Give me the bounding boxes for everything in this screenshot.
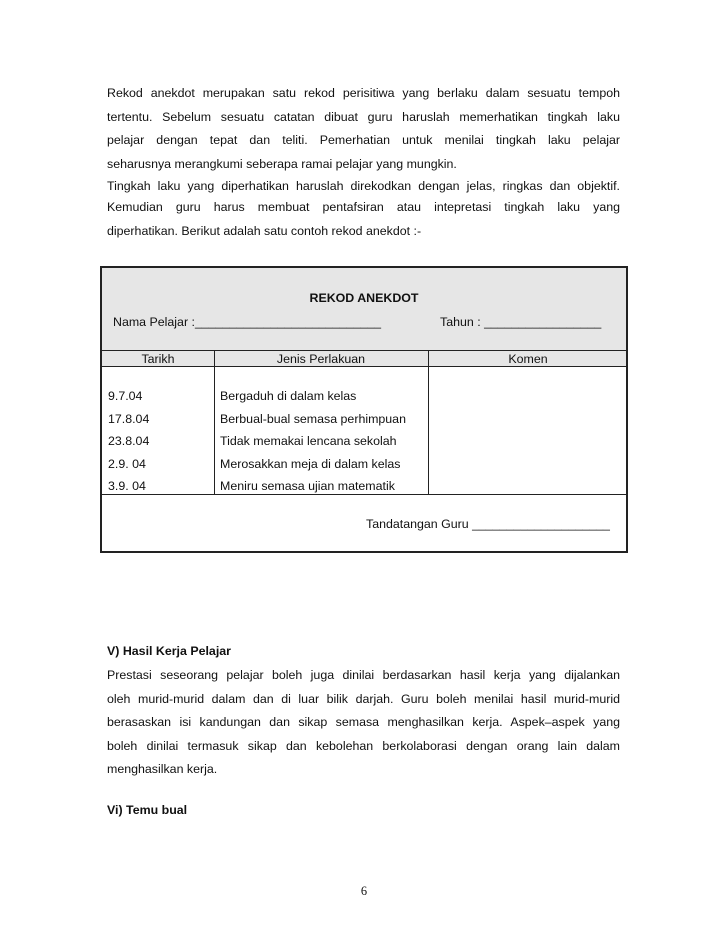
table-cell-jenis: Berbual-bual semasa perhimpuan: [220, 412, 406, 426]
form-header: [102, 268, 626, 350]
table-cell-tarikh: 17.8.04: [108, 412, 150, 426]
table-cell-tarikh: 23.8.04: [108, 434, 150, 448]
column-header-tarikh: Tarikh: [141, 352, 175, 366]
intro-paragraph: [107, 82, 620, 243]
table-cell-tarikh: 9.7.04: [108, 389, 143, 403]
tandatangan-guru-field: Tandatangan Guru ____________________: [366, 517, 610, 531]
column-header-komen: Komen: [508, 352, 548, 366]
tahun-field: Tahun : _________________: [440, 315, 602, 329]
table-body: [102, 367, 626, 494]
intro-line: Tingkah laku yang diperhatikan haruslah direkodkan dengan jelas, ringkas dan objektif.: [107, 179, 620, 193]
table-cell-tarikh: 2.9. 04: [108, 457, 146, 471]
form-title: REKOD ANEKDOT: [309, 291, 419, 305]
table-cell-jenis: Bergaduh di dalam kelas: [220, 389, 357, 403]
paragraph-line: Prestasi seseorang pelajar boleh juga dinilai berdasarkan hasil kerja yang dijalankan: [107, 668, 620, 682]
intro-line: seharusnya merangkumi seberapa ramai pelajar yang mungkin.: [107, 156, 457, 171]
section-v-paragraph: [107, 664, 620, 782]
table-header: [102, 350, 626, 367]
paragraph-line: boleh dinilai termasuk sikap dan kebolehan berkolaborasi dengan orang lain dalam: [107, 738, 620, 753]
intro-line: pelajar dengan tepat dan teliti. Pemerhatian untuk menilai tingkah laku pelajar: [107, 133, 620, 147]
intro-line: tertentu. Sebelum sesuatu catatan dibuat guru haruslah memerhatikan tingkah laku: [107, 109, 620, 124]
nama-pelajar-field: Nama Pelajar :___________________________: [113, 315, 382, 329]
section-heading: V) Hasil Kerja Pelajar: [107, 644, 231, 658]
column-header-jenis: Jenis Perlakuan: [276, 352, 366, 366]
section-heading: Vi) Temu bual: [107, 803, 188, 817]
intro-line: diperhatikan. Berikut adalah satu contoh rekod anekdot :-: [107, 223, 422, 238]
intro-line: Rekod anekdot merupakan satu rekod perisitiwa yang berlaku dalam sesuatu tempoh: [107, 86, 620, 100]
paragraph-line: berasaskan isi kandungan dan sikap semasa menghasilkan kerja. Aspek–aspek yang: [107, 715, 620, 729]
table-cell-jenis: Meniru semasa ujian matematik: [220, 479, 395, 493]
table-cell-jenis: Tidak memakai lencana sekolah: [220, 434, 397, 448]
intro-line: Kemudian guru harus membuat pentafsiran atau intepretasi tingkah laku yang: [107, 200, 620, 214]
paragraph-line: menghasilkan kerja.: [107, 762, 218, 776]
table-divider: [102, 494, 626, 495]
paragraph-line: oleh murid-murid dalam dan di luar bilik darjah. Guru boleh menilai hasil murid-murid: [107, 691, 620, 706]
table-cell-tarikh: 3.9. 04: [108, 479, 146, 493]
rekod-anekdot-form: [100, 266, 628, 553]
page-number: 6: [360, 884, 368, 898]
table-cell-jenis: Merosakkan meja di dalam kelas: [220, 457, 401, 471]
